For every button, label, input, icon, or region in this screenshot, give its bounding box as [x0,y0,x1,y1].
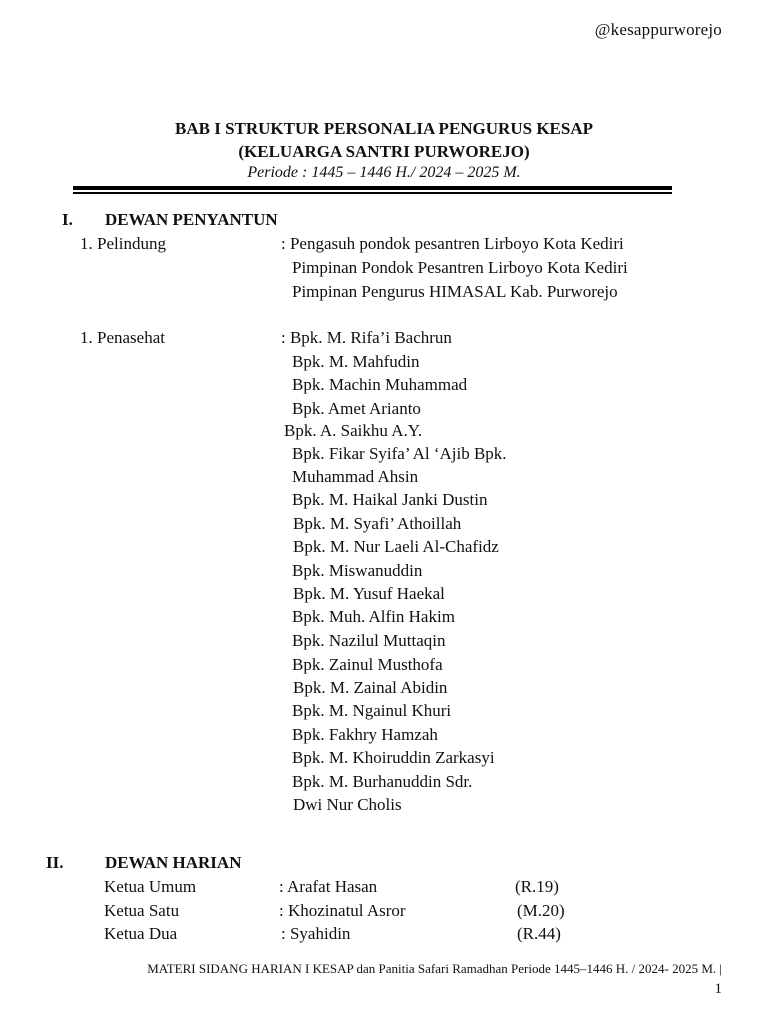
penasehat-name: Bpk. A. Saikhu A.Y. [284,421,423,440]
footer-text: MATERI SIDANG HARIAN I KESAP dan Panitia Safari Ramadhan Periode 1445–1446 H. / 2024- 2025 M. | [147,961,722,976]
document-period: Periode : 1445 – 1446 H./ 2024 – 2025 M. [247,164,521,181]
pelindung-line: Pimpinan Pondok Pesantren Lirboyo Kota Kediri [292,258,628,277]
harian-name: : Khozinatul Asror [279,901,406,920]
penasehat-name: Bpk. Fikar Syifa’ Al ‘Ajib Bpk. [292,444,507,463]
penasehat-name: Bpk. M. Syafi’ Athoillah [293,514,462,533]
pelindung-label: 1. Pelindung [80,234,166,253]
harian-role: Ketua Dua [104,924,178,943]
penasehat-name: Bpk. M. Yusuf Haekal [293,584,445,603]
penasehat-name: Bpk. M. Haikal Janki Dustin [292,490,488,509]
section-1-title: DEWAN PENYANTUN [105,210,278,229]
penasehat-name: Dwi Nur Cholis [293,795,402,814]
harian-code: (R.44) [517,924,561,943]
document-title: BAB I STRUKTUR PERSONALIA PENGURUS KESAP [175,119,593,138]
penasehat-name: Bpk. M. Nur Laeli Al-Chafidz [293,537,499,556]
penasehat-name: Bpk. M. Khoiruddin Zarkasyi [292,748,495,767]
penasehat-name: : Bpk. M. Rifa’i Bachrun [281,328,452,347]
page-number: 1 [714,981,722,997]
document-subtitle: (KELUARGA SANTRI PURWOREJO) [238,142,530,161]
header-handle: @kesappurworejo [594,20,722,39]
harian-name: : Arafat Hasan [279,877,378,896]
harian-role: Ketua Umum [104,877,197,896]
penasehat-name: Bpk. Amet Arianto [292,399,421,418]
section-1-number: I. [62,210,73,229]
harian-name: : Syahidin [281,924,351,943]
harian-role: Ketua Satu [104,901,180,920]
penasehat-name: Bpk. M. Burhanuddin Sdr. [292,772,473,791]
penasehat-label: 1. Penasehat [80,328,165,347]
section-2-number: II. [46,853,64,872]
penasehat-name: Bpk. Miswanuddin [292,561,423,580]
penasehat-name: Muhammad Ahsin [292,467,419,486]
harian-code: (M.20) [517,901,565,920]
title-rule-thick [73,186,672,190]
penasehat-name: Bpk. Nazilul Muttaqin [292,631,446,650]
penasehat-name: Bpk. M. Ngainul Khuri [292,701,452,720]
section-2-title: DEWAN HARIAN [105,853,242,872]
harian-code: (R.19) [515,877,559,896]
penasehat-name: Bpk. Machin Muhammad [292,375,468,394]
penasehat-name: Bpk. M. Mahfudin [292,352,420,371]
penasehat-name: Bpk. Fakhry Hamzah [292,725,438,744]
title-rule-thin [73,192,672,194]
penasehat-name: Bpk. Zainul Musthofa [292,655,443,674]
penasehat-name: Bpk. Muh. Alfin Hakim [292,607,455,626]
pelindung-line: : Pengasuh pondok pesantren Lirboyo Kota Kediri [281,234,624,253]
penasehat-name: Bpk. M. Zainal Abidin [293,678,448,697]
pelindung-line: Pimpinan Pengurus HIMASAL Kab. Purworejo [292,282,618,301]
